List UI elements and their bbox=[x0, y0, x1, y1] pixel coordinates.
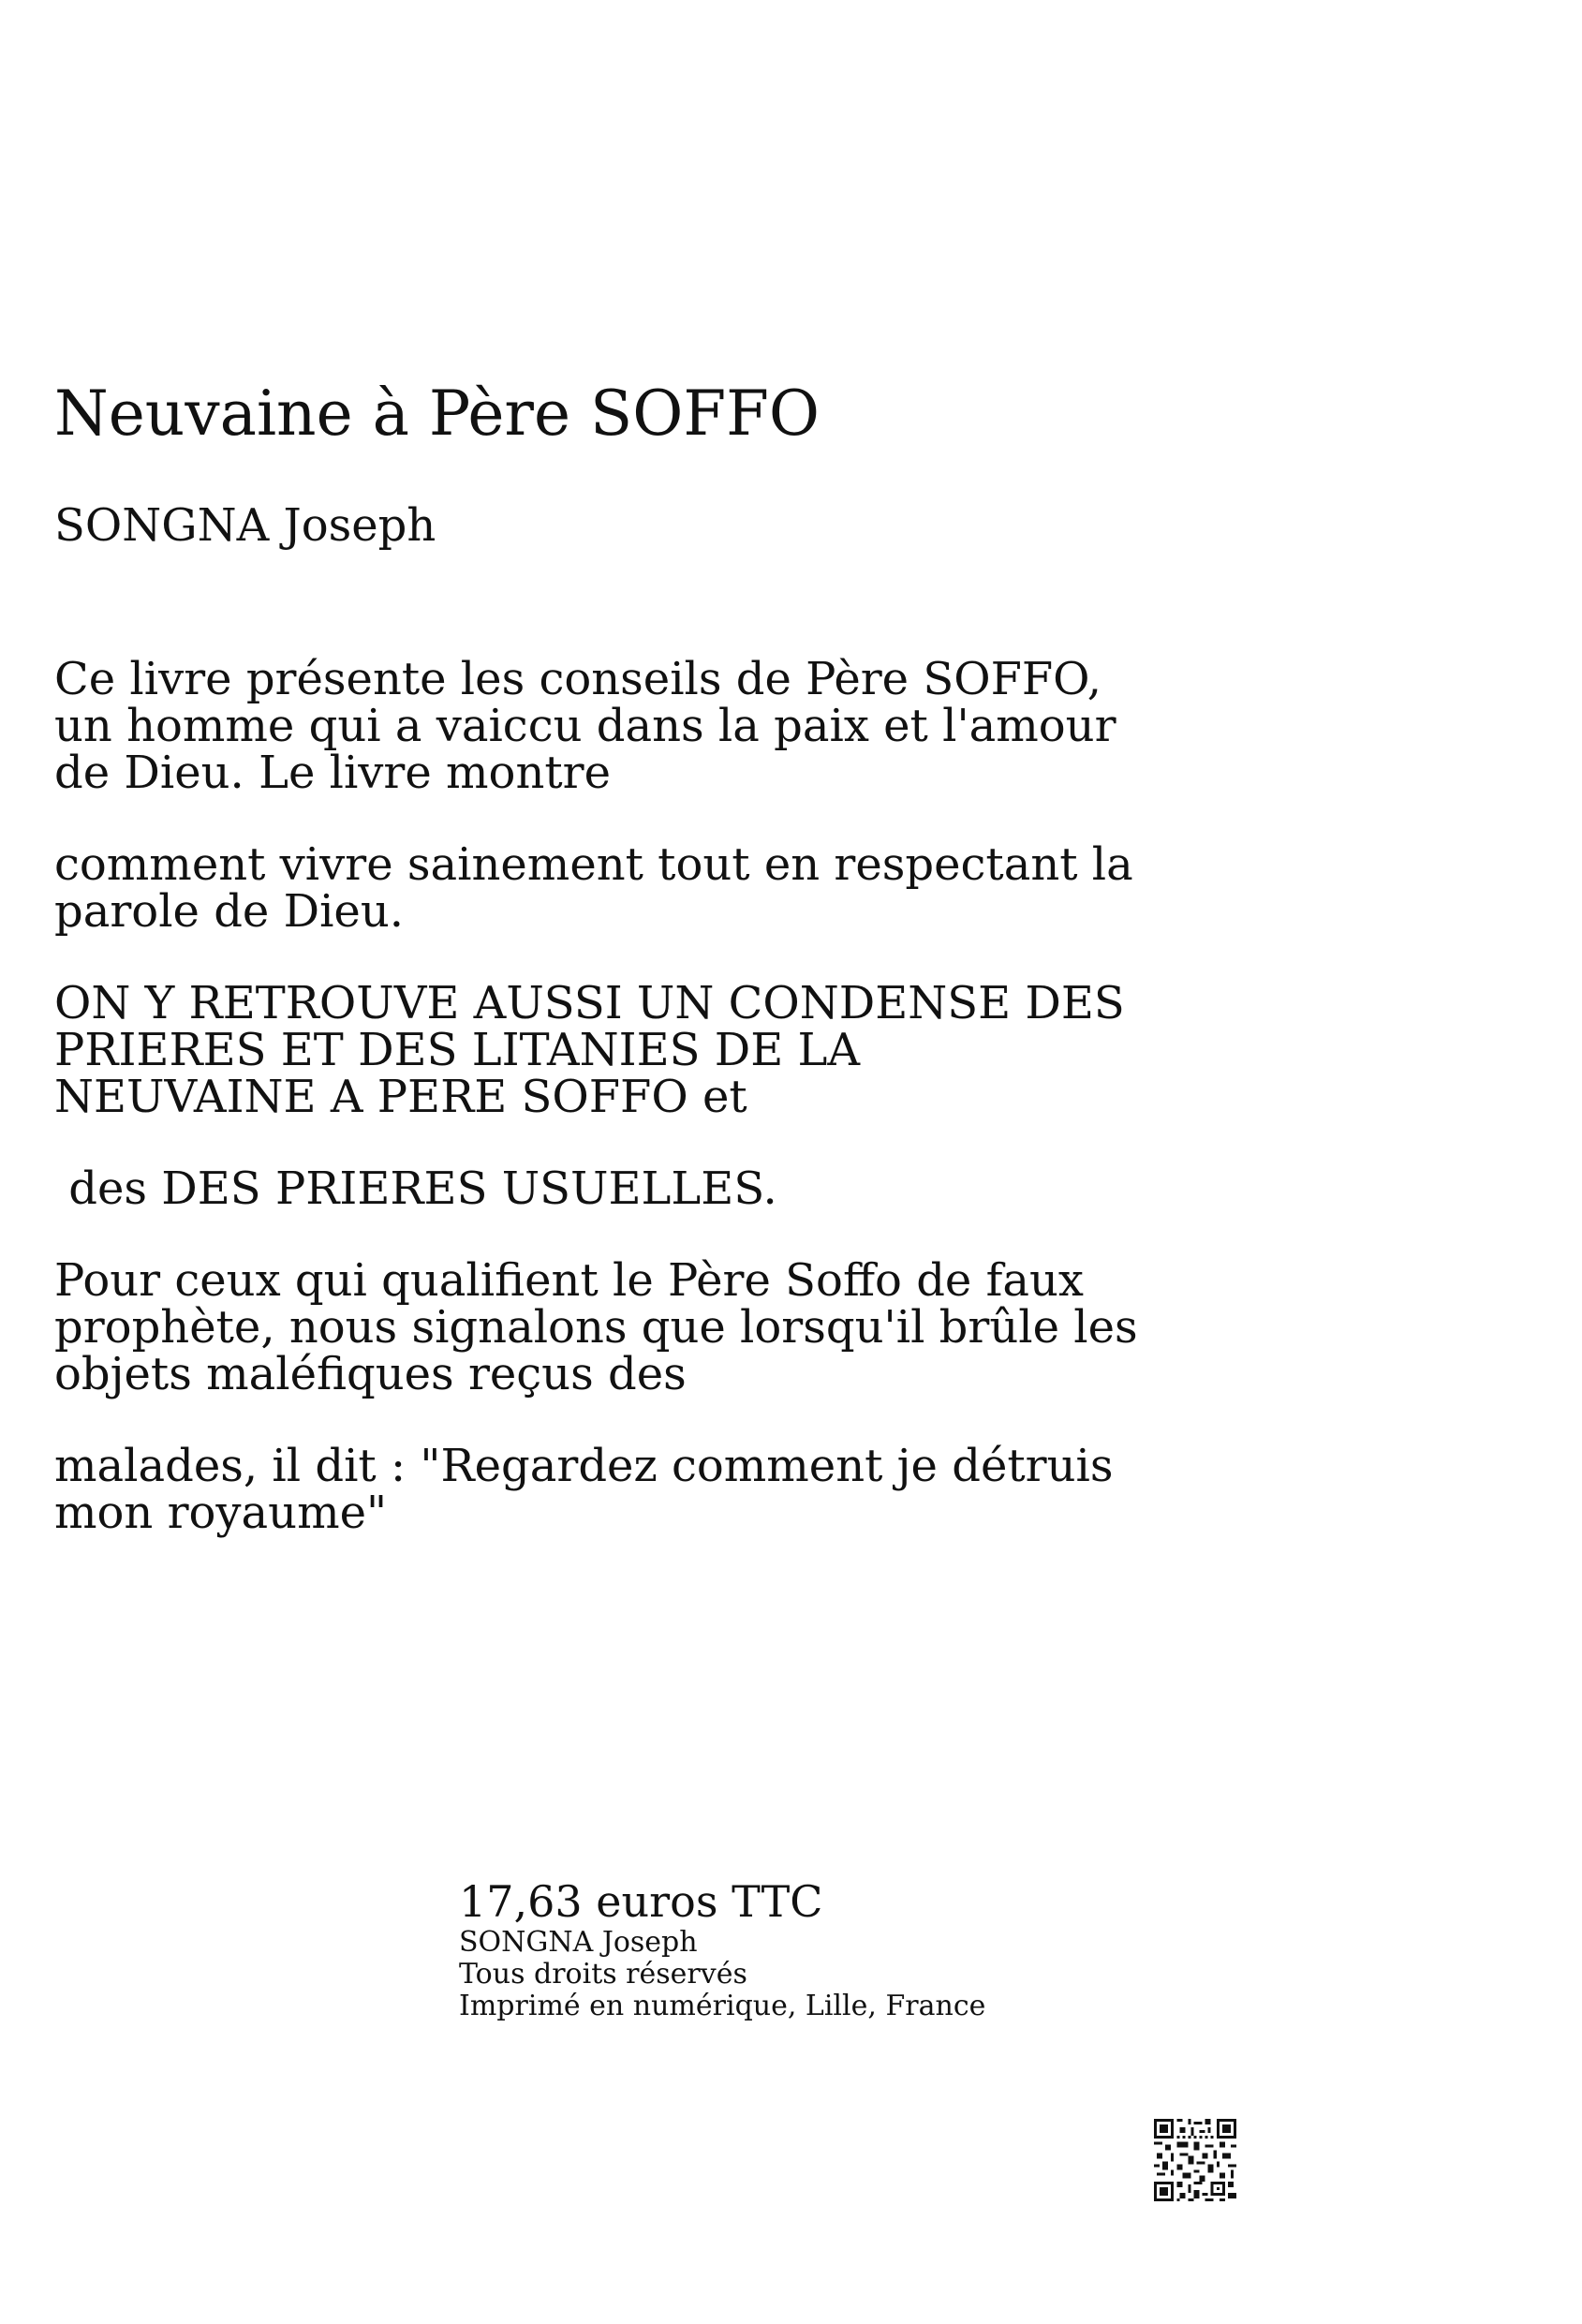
price-label: 17,63 euros TTC bbox=[459, 1876, 823, 1927]
rights-notice: Tous droits réservés bbox=[459, 1958, 747, 1991]
description-line: prophète, nous signalons que lorsqu'il brûle les bbox=[54, 1301, 1138, 1354]
description-line: des DES PRIERES USUELLES. bbox=[54, 1162, 777, 1215]
description-line: Pour ceux qui qualifient le Père Soffo de faux bbox=[54, 1254, 1084, 1307]
description-paragraph bbox=[54, 1162, 1225, 1215]
book-author: SONGNA Joseph bbox=[54, 499, 436, 552]
description-paragraph bbox=[54, 653, 1225, 799]
description-line: parole de Dieu. bbox=[54, 885, 405, 938]
description-line: PRIERES ET DES LITANIES DE LA bbox=[54, 1024, 861, 1076]
book-title: Neuvaine à Père SOFFO bbox=[54, 377, 821, 450]
qr-code-icon bbox=[1154, 2119, 1236, 2201]
publisher-author: SONGNA Joseph bbox=[459, 1926, 698, 1959]
description-line: mon royaume" bbox=[54, 1487, 388, 1539]
description-line: ON Y RETROUVE AUSSI UN CONDENSE DES bbox=[54, 977, 1125, 1029]
description-paragraph bbox=[54, 838, 1225, 938]
description-line: un homme qui a vaiccu dans la paix et l'amour bbox=[54, 700, 1116, 752]
description-paragraph bbox=[54, 977, 1225, 1123]
description-paragraph bbox=[54, 1440, 1225, 1539]
back-cover-info bbox=[459, 1876, 1115, 2022]
description-paragraph bbox=[54, 1254, 1225, 1400]
description-line: objets maléfiques reçus des bbox=[54, 1348, 687, 1400]
printing-notice: Imprimé en numérique, Lille, France bbox=[459, 1990, 986, 2022]
book-description bbox=[54, 653, 1225, 1581]
description-line: Ce livre présente les conseils de Père SOFFO, bbox=[54, 653, 1101, 705]
description-line: comment vivre sainement tout en respectant la bbox=[54, 838, 1133, 891]
description-line: malades, il dit : "Regardez comment je détruis bbox=[54, 1440, 1114, 1492]
description-line: NEUVAINE A PERE SOFFO et bbox=[54, 1071, 747, 1123]
description-line: de Dieu. Le livre montre bbox=[54, 747, 611, 799]
